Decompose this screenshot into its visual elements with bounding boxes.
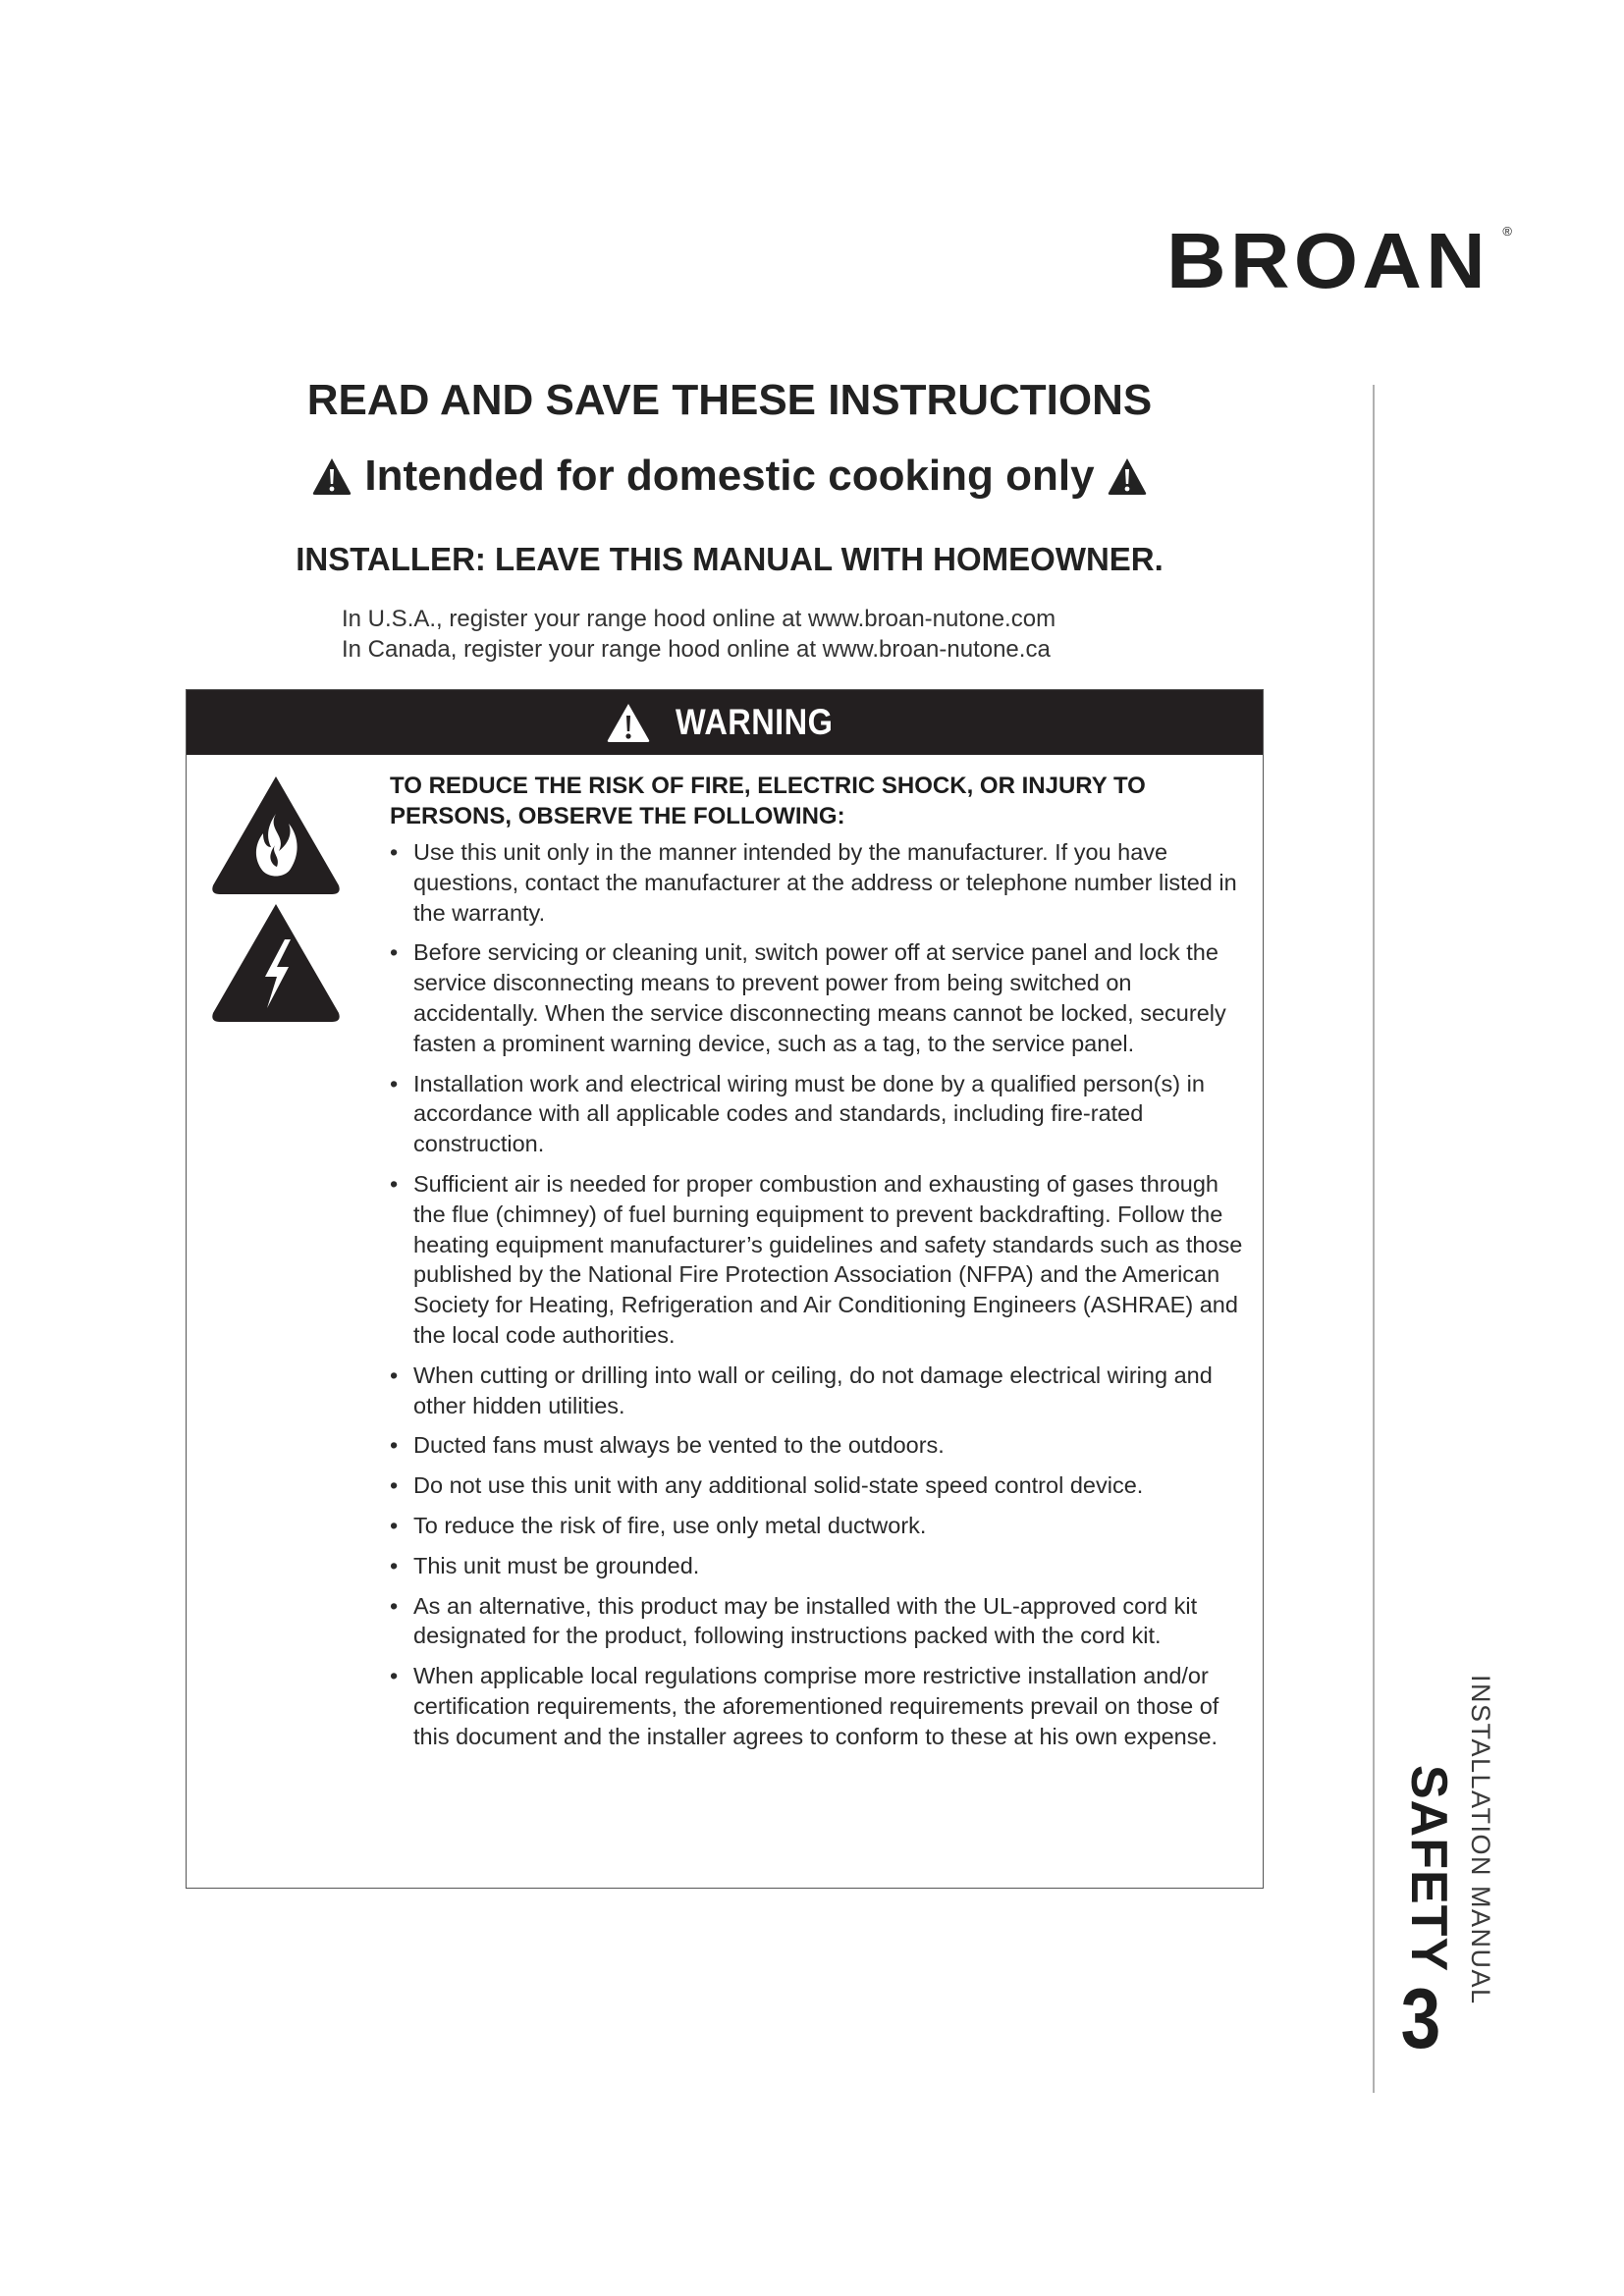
list-item: • Use this unit only in the manner intended by the manufacturer. If you have questions, contact the manufacturer at the address or telephone number listed in the warranty. <box>390 837 1244 928</box>
warning-content <box>390 771 1244 1762</box>
list-item: • When applicable local regulations comprise more restrictive installation and/or certification requirements, the aforementioned requirements prevail on those of this document and the installer agrees to conform to these at his own expense. <box>390 1661 1244 1751</box>
register-usa-text: In U.S.A., register your range hood online at www.broan-nutone.com <box>342 606 1056 632</box>
list-item: • Before servicing or cleaning unit, switch power off at service panel and lock the service disconnecting means to prevent power from being switched on accidentally. When the service disconnecting means cannot be locked, securely fasten a prominent warning device, such as a tag, to the service panel. <box>390 937 1244 1058</box>
section-tab <box>1387 1675 1515 2097</box>
page-number: 3 <box>1400 1972 1441 2066</box>
page-title: READ AND SAVE THESE INSTRUCTIONS <box>306 376 1153 424</box>
electric-shock-icon <box>210 902 342 1024</box>
list-item: • As an alternative, this product may be installed with the UL-approved cord kit designated for the product, following instructions packed with the cord kit. <box>390 1591 1244 1652</box>
list-item: • Sufficient air is needed for proper combustion and exhausting of gases through the flue (chimney) of fuel burning equipment to prevent backdrafting. Follow the heating equipment manufacturer’s guidelines and safety standards such as those published by the National Fire Protection Association (NFPA) and the American Society for Heating, Refrigeration and Air Conditioning Engineers (ASHRAE) and the local code authorities. <box>390 1169 1244 1351</box>
list-item: • Installation work and electrical wiring must be done by a qualified person(s) in accordance with all applicable codes and standards, including fire-rated construction. <box>390 1069 1244 1159</box>
list-item: • This unit must be grounded. <box>390 1551 1244 1581</box>
list-item: • To reduce the risk of fire, use only metal ductwork. <box>390 1511 1244 1541</box>
warning-intro: TO REDUCE THE RISK OF FIRE, ELECTRIC SHOCK, OR INJURY TO PERSONS, OBSERVE THE FOLLOWING: <box>390 773 1146 829</box>
list-item: • Do not use this unit with any additional solid-state speed control device. <box>390 1470 1244 1501</box>
registration-info <box>342 604 1056 665</box>
warning-triangle-icon <box>311 456 352 496</box>
domestic-use-heading <box>187 452 1272 501</box>
fire-hazard-icon <box>210 774 342 896</box>
side-divider <box>1373 385 1375 2093</box>
section-label: SAFETY <box>1400 1765 1457 1973</box>
register-canada-text: In Canada, register your range hood online at www.broan-nutone.ca <box>342 636 1051 663</box>
logo-text: BROAN <box>1166 217 1489 304</box>
broan-logo <box>1166 217 1512 304</box>
warning-header <box>187 690 1263 755</box>
warning-triangle-icon <box>606 702 651 743</box>
list-item: • Ducted fans must always be vented to the outdoors. <box>390 1430 1244 1461</box>
registered-mark: ® <box>1502 224 1512 239</box>
warning-list <box>390 837 1244 1752</box>
manual-label: INSTALLATION MANUAL <box>1466 1675 1495 2005</box>
warning-triangle-icon <box>1107 456 1148 496</box>
warning-box <box>186 689 1264 1889</box>
domestic-use-text: Intended for domestic cooking only <box>364 452 1095 500</box>
installer-notice: INSTALLER: LEAVE THIS MANUAL WITH HOMEOWNER. <box>296 541 1164 577</box>
warning-title: WARNING <box>675 702 834 742</box>
list-item: • When cutting or drilling into wall or ceiling, do not damage electrical wiring and other hidden utilities. <box>390 1361 1244 1421</box>
